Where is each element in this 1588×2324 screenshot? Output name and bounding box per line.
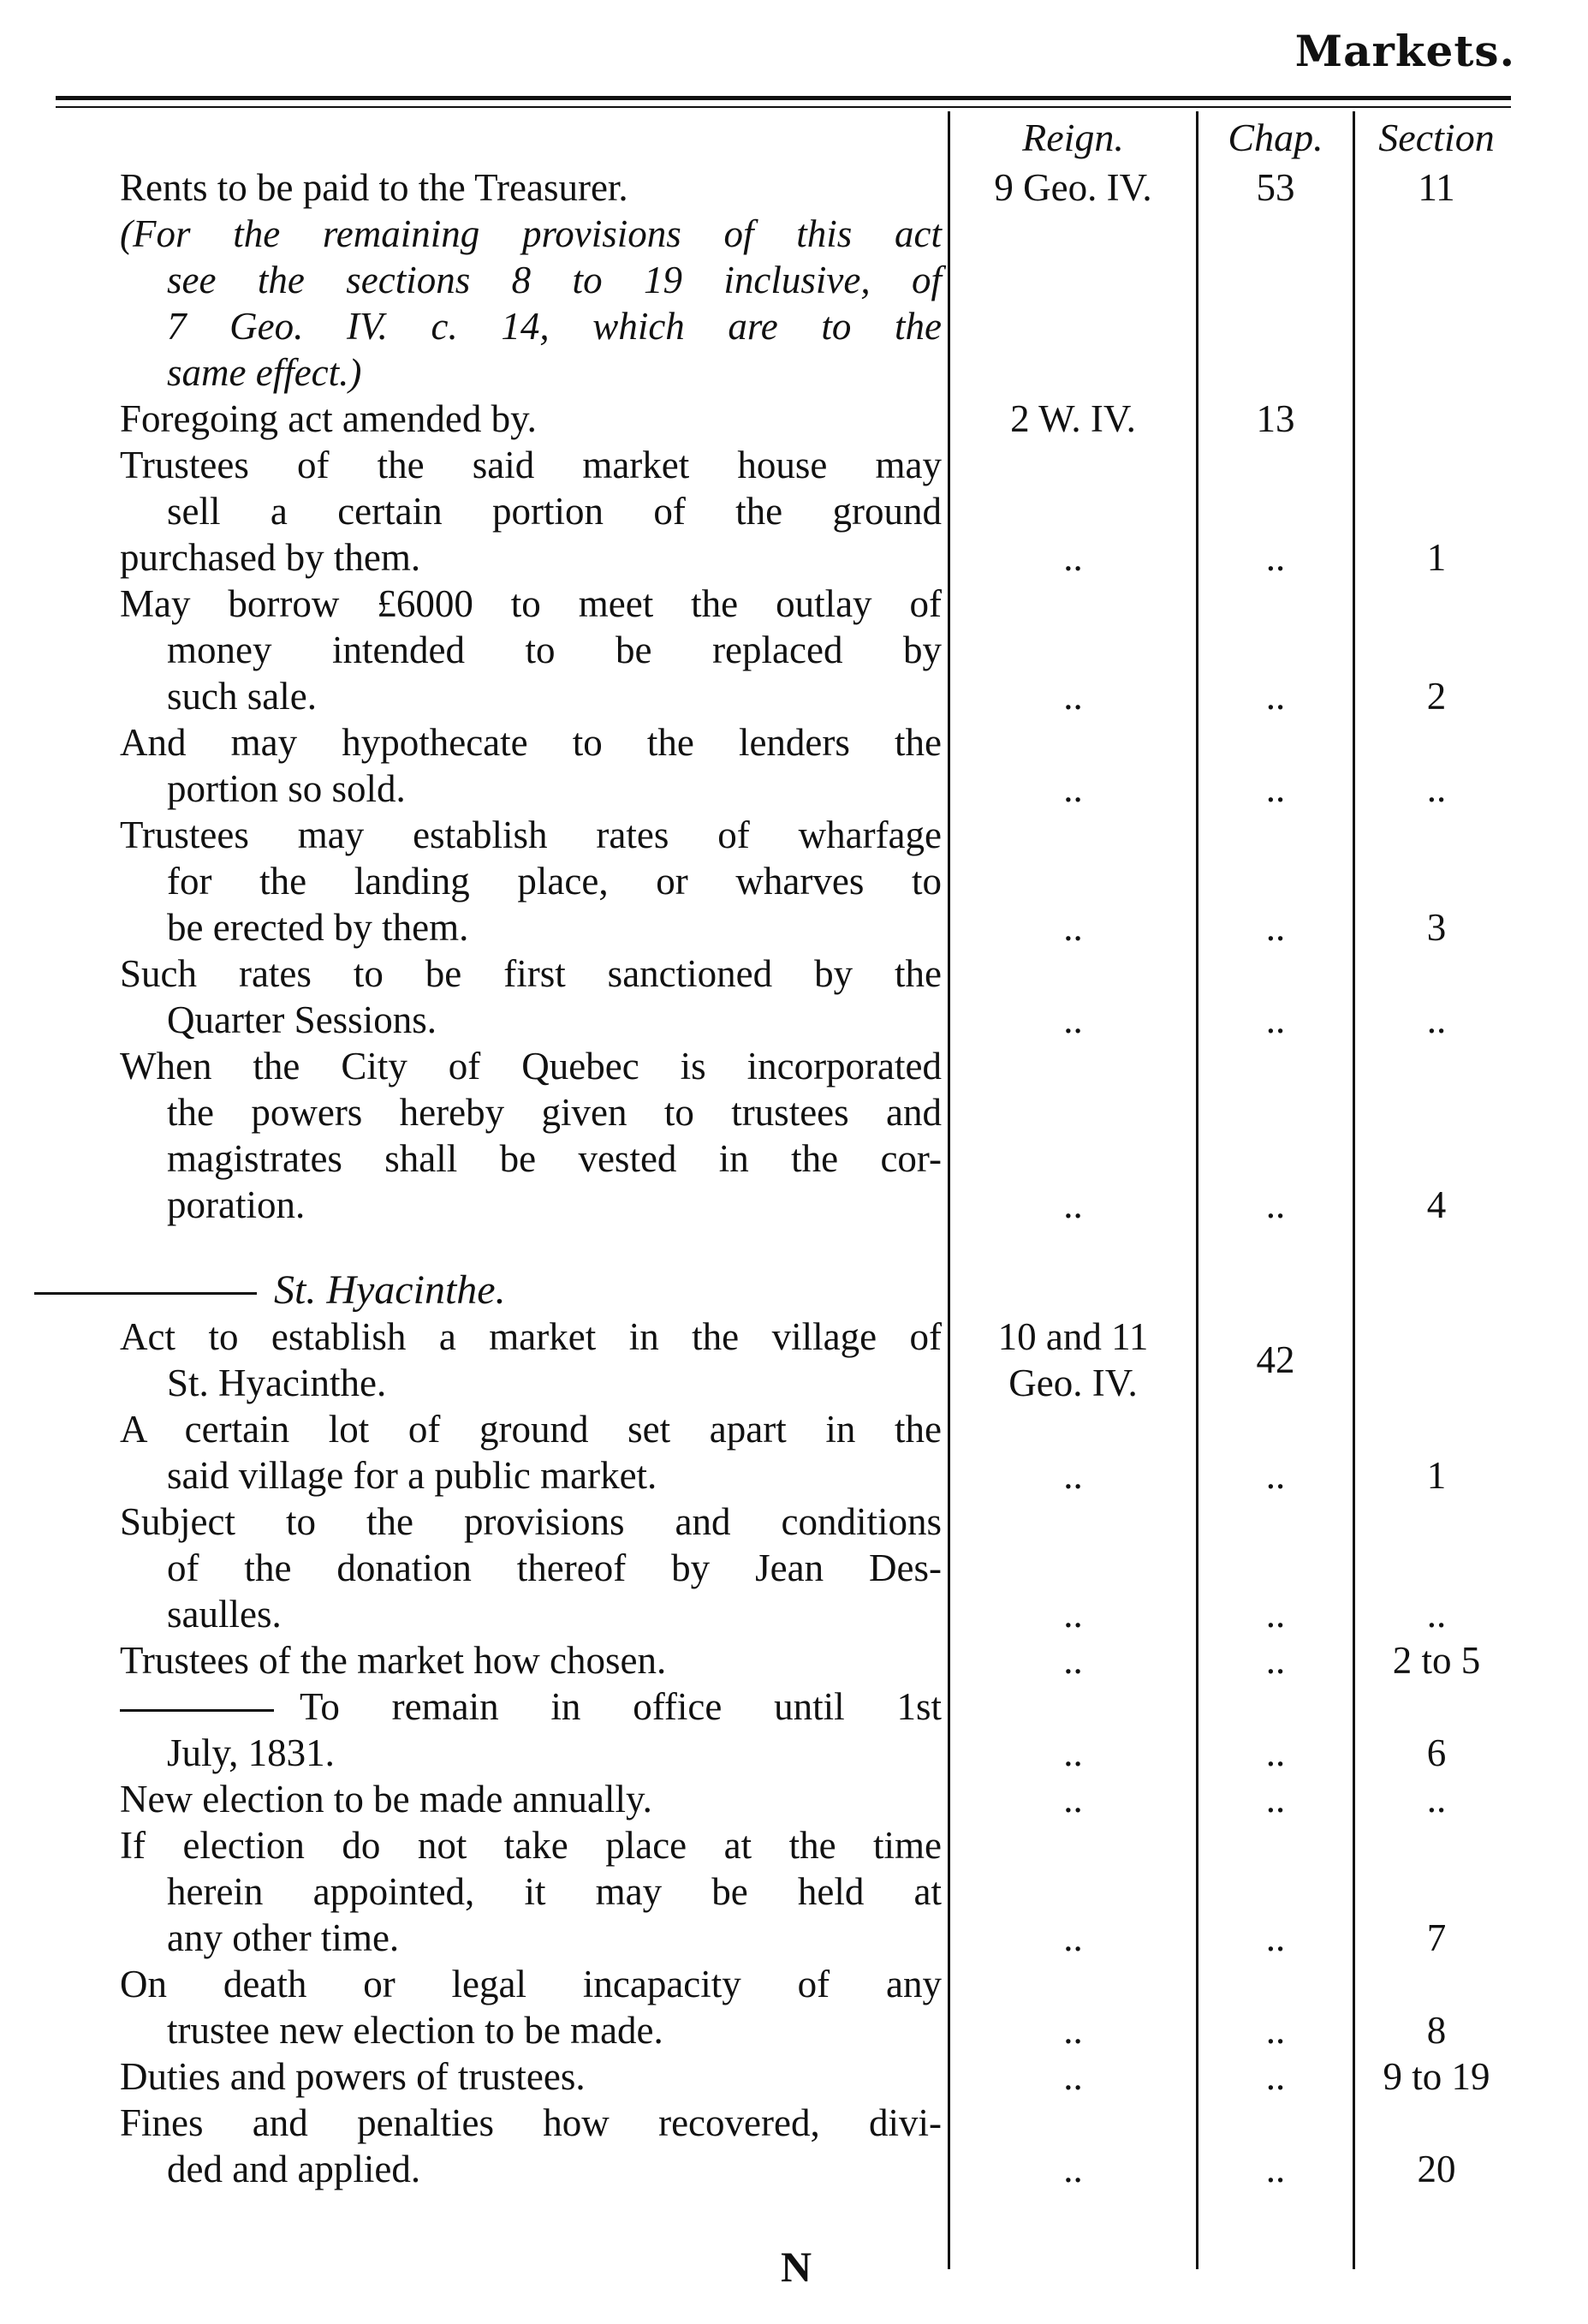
entry-text — [120, 581, 942, 719]
entry-line: Subject to the provisions and conditions — [120, 1500, 942, 1543]
entry-chap: .. — [1265, 1916, 1286, 1959]
entry-section: 7 — [1426, 1916, 1447, 1959]
entry-chap: .. — [1265, 536, 1286, 579]
entry-reign: .. — [1063, 1593, 1083, 1636]
entry-reign: .. — [1063, 1731, 1083, 1774]
entry-line: Trustees may establish rates of wharfage — [120, 813, 942, 856]
entry-line: of the donation thereof by Jean Des- — [167, 1546, 942, 1589]
entry-chap: .. — [1265, 1454, 1286, 1497]
entry-line: Foregoing act amended by. — [120, 397, 537, 440]
entry-text — [120, 2053, 942, 2100]
entry-line: Quarter Sessions. — [167, 998, 437, 1041]
entry-line: herein appointed, it may be held at — [167, 1870, 942, 1913]
entry-reign: .. — [1063, 767, 1083, 810]
entry-line: On death or legal incapacity of any — [120, 1963, 942, 2005]
entry-line: saulles. — [167, 1593, 282, 1636]
entry-text — [120, 1776, 942, 1822]
entry-chap: .. — [1265, 998, 1286, 1041]
entry-text — [120, 1822, 942, 1961]
entry-reign: 10 and 11 — [997, 1315, 1149, 1358]
entry-chap: .. — [1265, 2009, 1286, 2052]
entry-reign: .. — [1063, 1916, 1083, 1959]
entry-reign: .. — [1063, 675, 1083, 718]
entry-text — [120, 950, 942, 1043]
section-subheading — [34, 1267, 506, 1314]
entry-chap: .. — [1265, 767, 1286, 810]
entry-line: A certain lot of ground set apart in the — [120, 1408, 942, 1451]
entry-chap: .. — [1265, 1183, 1286, 1226]
entry-reign: .. — [1063, 2009, 1083, 2052]
entry-chap: 42 — [1256, 1338, 1295, 1381]
entry-section: .. — [1426, 1593, 1447, 1636]
entry-chap: .. — [1265, 1639, 1286, 1682]
entry-section: .. — [1426, 998, 1447, 1041]
entry-reign: .. — [1063, 1778, 1083, 1820]
entry-chap: 53 — [1256, 166, 1295, 209]
entry-section: 1 — [1426, 536, 1447, 579]
entry-text — [120, 812, 942, 950]
entry-line: trustee new election to be made. — [167, 2009, 663, 2052]
entry-line: poration. — [167, 1183, 306, 1226]
entry-section: 6 — [1426, 1731, 1447, 1774]
entry-line: portion so sold. — [167, 767, 406, 810]
entry-line: St. Hyacinthe. — [167, 1362, 387, 1404]
entry-note — [120, 211, 942, 396]
column-header-reign: Reign. — [1022, 116, 1124, 159]
entry-section: 2 — [1426, 675, 1447, 718]
entry-reign: .. — [1063, 1183, 1083, 1226]
entry-chap: .. — [1265, 1593, 1286, 1636]
entry-line: July, 1831. — [167, 1731, 335, 1774]
entry-reign-cont: Geo. IV. — [1008, 1362, 1138, 1404]
ditto-dash — [120, 1709, 274, 1712]
entry-chap: .. — [1265, 2055, 1286, 2098]
entry-line: ded and applied. — [167, 2148, 421, 2190]
entry-reign: .. — [1063, 1639, 1083, 1682]
entry-text — [120, 1043, 942, 1228]
entry-section: .. — [1426, 1778, 1447, 1820]
entry-section: 20 — [1417, 2148, 1456, 2190]
entry-line: for the landing place, or wharves to — [167, 860, 942, 903]
entry-line — [120, 1683, 942, 1730]
entry-text — [120, 396, 942, 442]
entry-reign: .. — [1063, 998, 1083, 1041]
entry-line: Fines and penalties how recovered, divi- — [120, 2101, 942, 2144]
entry-line: When the City of Quebec is incorporated — [120, 1045, 942, 1088]
entry-line-text: To remain in office until 1st — [300, 1685, 942, 1728]
entry-text — [120, 1961, 942, 2053]
entry-line: sell a certain portion of the ground — [167, 490, 942, 533]
entry-chap: .. — [1265, 906, 1286, 949]
entry-text — [120, 442, 942, 581]
entry-section: 2 to 5 — [1392, 1639, 1481, 1682]
column-header-section: Section — [1378, 116, 1495, 159]
entry-reign: 9 Geo. IV. — [994, 166, 1152, 209]
entry-chap: .. — [1265, 2148, 1286, 2190]
header-rule-thick — [56, 96, 1511, 100]
entry-section: 8 — [1426, 2009, 1447, 2052]
entry-line: purchased by them. — [120, 536, 421, 579]
entry-line: Act to establish a market in the village of — [120, 1315, 942, 1358]
entry-line: any other time. — [167, 1916, 400, 1959]
entry-section: 3 — [1426, 906, 1447, 949]
entry-reign: .. — [1063, 1454, 1083, 1497]
entry-line: May borrow £6000 to meet the outlay of — [120, 582, 942, 625]
entry-chap: 13 — [1256, 397, 1295, 440]
entry-line: 7 Geo. IV. c. 14, which are to the — [167, 305, 942, 348]
entry-line: said village for a public market. — [167, 1454, 657, 1497]
entry-line: Such rates to be first sanctioned by the — [120, 952, 942, 995]
entry-line: (For the remaining provisions of this act — [120, 212, 942, 255]
entry-text — [120, 1499, 942, 1637]
entry-text — [120, 2100, 942, 2192]
entry-line: Trustees of the market how chosen. — [120, 1639, 667, 1682]
entry-line: Trustees of the said market house may — [120, 444, 942, 486]
entry-text — [120, 1406, 942, 1499]
entry-reign: .. — [1063, 536, 1083, 579]
entry-line: the powers hereby given to trustees and — [167, 1091, 942, 1134]
entry-line: be erected by them. — [167, 906, 469, 949]
subheading-dash — [34, 1292, 257, 1295]
entry-section: 4 — [1426, 1183, 1447, 1226]
entry-text — [120, 719, 942, 812]
entry-reign: 2 W. IV. — [1010, 397, 1136, 440]
entry-line: money intended to be replaced by — [167, 629, 942, 671]
entry-line: see the sections 8 to 19 inclusive, of — [167, 259, 942, 301]
entry-text — [120, 1314, 942, 1406]
entry-line: If election do not take place at the time — [120, 1824, 942, 1867]
entry-line: Duties and powers of trustees. — [120, 2055, 586, 2098]
subheading-text: St. Hyacinthe. — [274, 1267, 506, 1313]
entry-section: 11 — [1418, 166, 1455, 209]
running-head: Markets. — [1294, 26, 1515, 76]
entry-reign: .. — [1063, 906, 1083, 949]
printer-signature: N — [780, 2243, 812, 2291]
entry-reign: .. — [1063, 2055, 1083, 2098]
entry-section: .. — [1426, 767, 1447, 810]
entry-line: Rents to be paid to the Treasurer. — [120, 166, 628, 209]
entry-line: And may hypothecate to the lenders the — [120, 721, 942, 764]
entry-section: 1 — [1426, 1454, 1447, 1497]
entry-chap: .. — [1265, 1731, 1286, 1774]
entry-line: magistrates shall be vested in the cor- — [167, 1137, 942, 1180]
entry-text — [120, 164, 942, 211]
entry-chap: .. — [1265, 1778, 1286, 1820]
entry-reign: .. — [1063, 2148, 1083, 2190]
entry-line: same effect.) — [167, 351, 362, 394]
entry-text — [120, 1683, 942, 1776]
entry-chap: .. — [1265, 675, 1286, 718]
header-rule-thin — [56, 106, 1511, 108]
entry-line: New election to be made annually. — [120, 1778, 652, 1820]
column-header-chap: Chap. — [1228, 116, 1323, 159]
entry-section: 9 to 19 — [1383, 2055, 1490, 2098]
entry-line: such sale. — [167, 675, 317, 718]
entry-text — [120, 1637, 942, 1683]
